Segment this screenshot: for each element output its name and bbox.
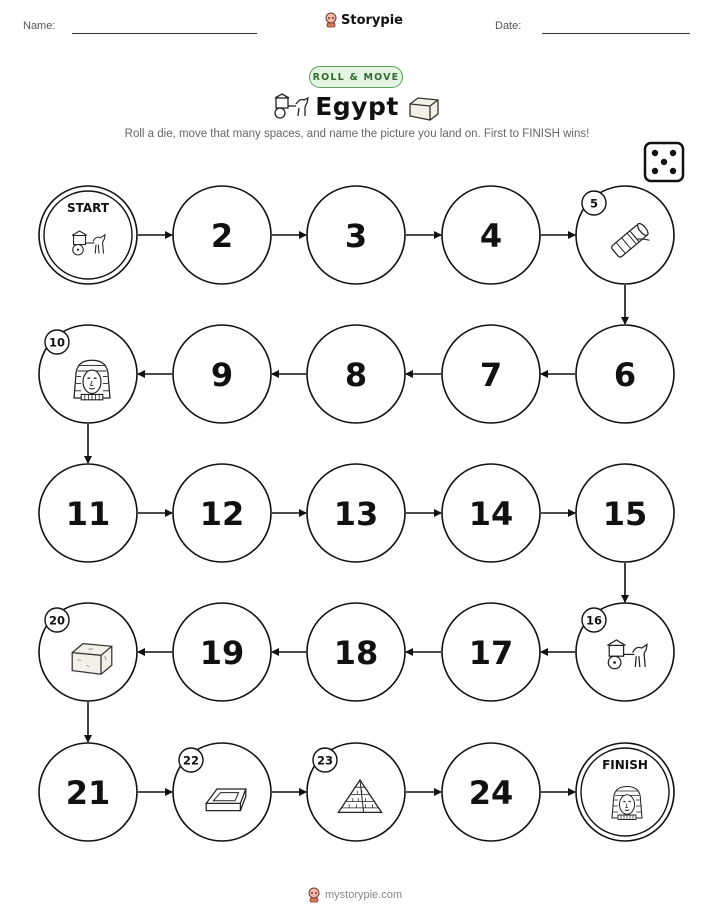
board-space-10 — [39, 325, 137, 423]
date-label: Date: — [495, 20, 522, 32]
space-number: 12 — [199, 495, 245, 533]
board-space-7 — [442, 325, 540, 423]
instructions: Roll a die, move that many spaces, and name the picture you land on. First to FINISH wins! — [124, 128, 590, 140]
board-space-5 — [576, 186, 674, 284]
space-number: 4 — [479, 217, 503, 255]
space-number-badge: 10 — [48, 335, 66, 350]
space-number: 24 — [468, 774, 514, 812]
board-space-14 — [442, 464, 540, 562]
space-number-badge: 23 — [316, 753, 334, 768]
finish-label: FINISH — [602, 758, 648, 772]
space-number: 19 — [199, 634, 245, 672]
board-space-19 — [173, 603, 271, 701]
space-number: 13 — [333, 495, 379, 533]
space-number: 17 — [468, 634, 514, 672]
board-space-21 — [39, 743, 137, 841]
board-space-4 — [442, 186, 540, 284]
board-space-16 — [576, 603, 674, 701]
pharaoh-icon — [612, 787, 642, 820]
finish-space — [576, 743, 674, 841]
start-label: START — [66, 201, 110, 215]
space-number: 6 — [613, 356, 637, 394]
space-number: 15 — [602, 495, 648, 533]
board-space-11 — [39, 464, 137, 562]
board-space-15 — [576, 464, 674, 562]
footer-url: mystorypie.com — [325, 889, 403, 901]
space-number-badge: 5 — [589, 196, 599, 211]
board-space-24 — [442, 743, 540, 841]
board-space-9 — [173, 325, 271, 423]
board-space-22 — [173, 743, 271, 841]
board-space-2 — [173, 186, 271, 284]
space-number-badge: 22 — [182, 753, 200, 768]
start-space — [39, 186, 137, 284]
roll-move-badge: ROLL & MOVE — [309, 66, 403, 88]
space-number: 8 — [344, 356, 368, 394]
space-number-badge: 16 — [585, 613, 603, 628]
board-space-12 — [173, 464, 271, 562]
board-space-13 — [307, 464, 405, 562]
storypie-mascot-icon — [307, 887, 321, 903]
board-space-23 — [307, 743, 405, 841]
footer — [307, 887, 402, 903]
board-space-3 — [307, 186, 405, 284]
space-number: 2 — [210, 217, 234, 255]
name-label: Name: — [23, 20, 56, 32]
space-number: 7 — [479, 356, 503, 394]
space-number: 21 — [65, 774, 111, 812]
space-number: 18 — [333, 634, 379, 672]
board-space-8 — [307, 325, 405, 423]
board-space-20 — [39, 603, 137, 701]
space-number: 11 — [65, 495, 111, 533]
pharaoh-icon — [74, 360, 110, 400]
board-space-6 — [576, 325, 674, 423]
board-space-17 — [442, 603, 540, 701]
stone-block-icon — [72, 644, 112, 675]
space-number: 14 — [468, 495, 514, 533]
board-space-18 — [307, 603, 405, 701]
space-number: 3 — [344, 217, 368, 255]
page-title: Egypt — [315, 92, 399, 121]
brand-name: Storypie — [341, 12, 403, 28]
space-number: 9 — [210, 356, 234, 394]
space-number-badge: 20 — [48, 613, 66, 628]
